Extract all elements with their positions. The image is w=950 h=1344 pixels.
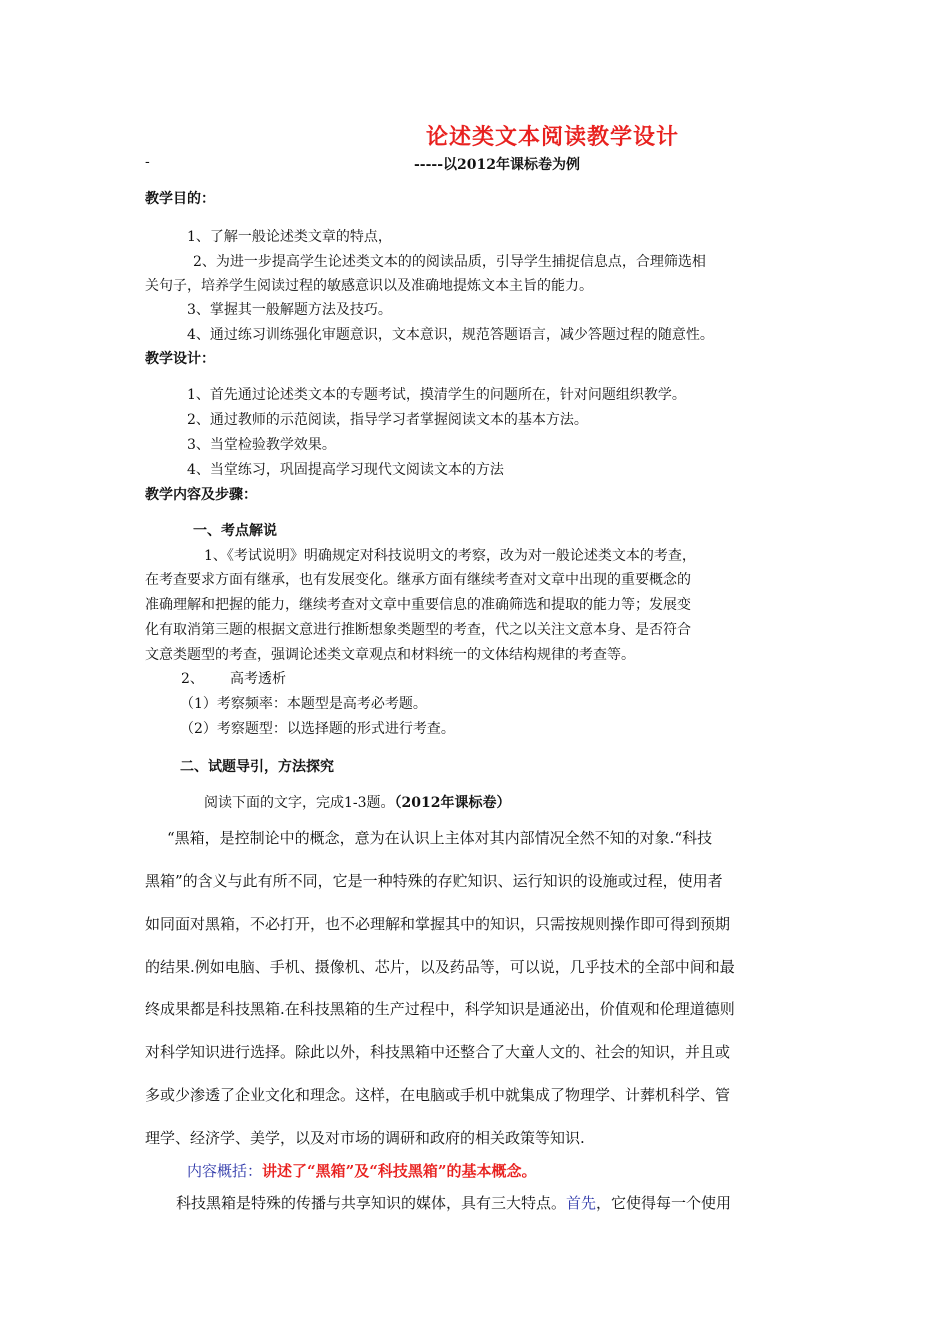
design-line: 3、当堂检验教学效果。 (187, 437, 336, 453)
design-line: 1、首先通过论述类文本的专题考试，摸清学生的问题所在，针对问题组织教学。 (187, 387, 686, 403)
last-line-text: 科技黑箱是特殊的传播与共享知识的媒体，具有三大特点。 (176, 1194, 567, 1212)
passage-line: “黑箱，是控制论中的概念，意为在认识上主体对其内部情况全然不知的对象.“科技 (167, 829, 713, 847)
reading-intro-text: 阅读下面的文字，完成1-3题。 (204, 795, 395, 811)
goal-line: 1、了解一般论述类文章的特点， (187, 229, 392, 245)
part1-para-line: 1、《考试说明》明确规定对科技说明文的考察，改为对一般论述类文本的考查， (204, 548, 696, 564)
passage-line: 如同面对黑箱，不必打开，也不必理解和掌握其中的知识，只需按规则操作即可得到预期 (145, 915, 731, 933)
part1-item2-number: 2、 (181, 671, 204, 687)
design-heading: 教学设计： (145, 351, 215, 367)
passage-line: 多或少渗透了企业文化和理念。这样，在电脑或手机中就集成了物理学、计葬机科学、管 (145, 1086, 731, 1104)
part1-sub-line: （2）考察题型：以选择题的形式进行考查。 (180, 721, 455, 737)
passage-line: 对科学知识进行选择。除此以外，科技黑箱中还整合了大童人文的、社会的知识，并且或 (145, 1043, 731, 1061)
design-line: 2、通过教师的示范阅读，指导学习者掌握阅读文本的基本方法。 (187, 412, 588, 428)
part1-para-line: 文意类题型的考查，强调论述类文章观点和材料统一的文体结构规律的考查等。 (145, 647, 635, 663)
document-title: 论述类文本阅读教学设计 (426, 124, 680, 150)
part1-para-line: 准确理解和把握的能力，继续考查对文章中重要信息的准确筛选和提取的能力等；发展变 (145, 597, 691, 613)
part2-heading: 二、试题导引，方法探究 (180, 759, 334, 775)
content-heading: 教学内容及步骤： (145, 487, 257, 503)
goal-line: 2、为进一步提高学生论述类文本的的阅读品质，引导学生捕捉信息点，合理筛选相 (193, 254, 706, 270)
content-summary (187, 1161, 537, 1181)
reading-intro-source: （2012年课标卷） (394, 795, 511, 811)
summary-label: 内容概括： (187, 1162, 263, 1180)
part1-para-line: 在考查要求方面有继承，也有发展变化。继承方面有继续考查对文章中出现的重要概念的 (145, 572, 691, 588)
passage-line: 终成果都是科技黑箱.在科技黑箱的生产过程中，科学知识是通泌出，价值观和伦理道德则 (145, 1000, 735, 1018)
summary-text: 讲述了“黑箱”及“科技黑箱”的基本概念。 (262, 1162, 537, 1180)
goals-heading: 教学目的： (145, 191, 215, 207)
reading-intro (204, 793, 511, 813)
passage-line: 的结果.例如电脑、手机、摄像机、芯片，以及药品等，可以说，几乎技术的全部中间和最 (145, 958, 735, 976)
goal-line: 关句子，培养学生阅读过程的敏感意识以及准确地提炼文本主旨的能力。 (145, 278, 593, 294)
last-line-highlight: 首先 (566, 1194, 597, 1212)
part1-item2-text: 高考透析 (230, 671, 286, 687)
design-line: 4、当堂练习，巩固提高学习现代文阅读文本的方法 (187, 462, 504, 478)
passage-line: 黑箱”的含义与此有所不同，它是一种特殊的存贮知识、运行知识的设施或过程，使用者 (145, 872, 723, 890)
passage-last-line (176, 1193, 731, 1213)
passage-line: 理学、经济学、美学，以及对市场的调研和政府的相关政策等知识. (145, 1129, 585, 1147)
goal-line: 4、通过练习训练强化审题意识，文本意识，规范答题语言，减少答题过程的随意性。 (187, 327, 714, 343)
left-dash: - (145, 154, 150, 170)
part1-para-line: 化有取消第三题的根据文意进行推断想象类题型的考查，代之以关注文意本身、是否符合 (145, 622, 691, 638)
goal-line: 3、掌握其一般解题方法及技巧。 (187, 302, 392, 318)
part1-heading: 一、考点解说 (193, 523, 277, 539)
part1-sub-line: （1）考察频率：本题型是高考必考题。 (180, 696, 427, 712)
last-line-tail: ，它使得每一个使用 (596, 1194, 732, 1212)
document-subtitle: -----以2012年课标卷为例 (414, 157, 581, 173)
